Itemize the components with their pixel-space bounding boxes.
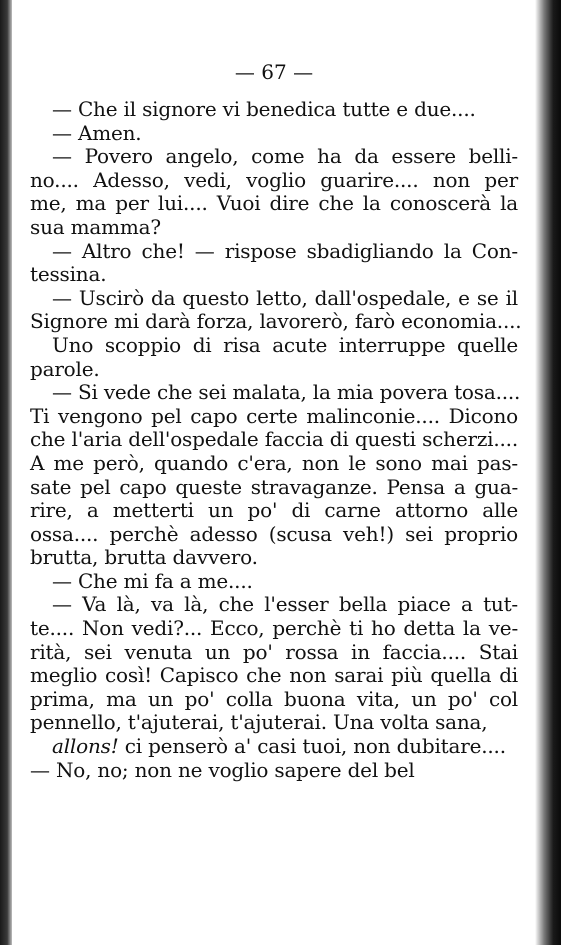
paragraph	[30, 240, 518, 287]
text-line: — Povero angelo, come ha da essere belli-	[52, 144, 518, 169]
text-line: meglio così! Capisco che non sarai più quella di	[30, 663, 518, 688]
text-line: — Si vede che sei malata, la mia povera tosa....	[52, 380, 521, 405]
text-line	[30, 735, 518, 759]
text-line: tessina.	[30, 262, 107, 287]
text-line: Signore mi darà forza, lavorerò, farò economia....	[30, 309, 522, 334]
text-line: — Altro che! — rispose sbadigliando la Con-	[52, 238, 518, 263]
page-text	[30, 97, 522, 782]
text-line: brutta, brutta davvero.	[30, 545, 258, 570]
paragraph	[30, 122, 518, 146]
text-line: prima, ma un po' colla buona vita, un po' col	[30, 686, 518, 711]
paragraph	[30, 380, 521, 570]
text-line: no.... Adesso, vedi, voglio guarire.... non per	[30, 167, 518, 192]
paragraph	[30, 735, 518, 759]
paragraph	[30, 759, 518, 783]
paragraph	[30, 145, 518, 239]
paragraph	[30, 593, 518, 735]
text-line: sate pel capo queste stravaganze. Pensa a gua-	[30, 474, 518, 499]
paragraph	[30, 285, 522, 334]
text-line: sua mamma?	[30, 214, 161, 239]
paragraph	[30, 570, 518, 594]
paragraph	[30, 334, 518, 381]
text-line: te.... Non vedi?... Ecco, perchè ti ho detta la ve-	[30, 616, 518, 641]
text-line: — Va là, va là, che l'esser bella piace a tut-	[52, 592, 518, 617]
page-number: — 67 —	[234, 60, 314, 84]
text-line: parole.	[30, 356, 100, 381]
text-line: che l'aria dell'ospedale faccia di questi scherzi....	[30, 427, 518, 452]
page-edge-shadow	[535, 0, 561, 945]
text-line: Uno scoppio di risa acute interruppe quelle	[52, 332, 518, 357]
book-gutter-shadow	[0, 0, 12, 945]
text-line: — Uscirò da questo letto, dall'ospedale, e se il	[52, 285, 518, 310]
text-line: me, ma per lui.... Vuoi dire che la conoscerà la	[30, 191, 518, 216]
text-line: pennello, t'ajuterai, t'ajuterai. Una volta sana,	[30, 710, 488, 735]
line-text: ci penserò a' casi tuoi, non dubitare....	[124, 734, 506, 759]
text-line: A me però, quando c'era, non le sono mai pas-	[30, 450, 518, 475]
text-line: — No, no; non ne voglio sapere del bel	[30, 757, 415, 782]
text-line: — Che mi fa a me....	[52, 568, 253, 593]
text-line: — Amen.	[52, 120, 142, 145]
text-line: — Che il signore vi benedica tutte e due....	[52, 97, 476, 121]
text-line: ossa.... perchè adesso (scusa veh!) sei proprio	[30, 521, 518, 546]
text-line: rire, a metterti un po' di carne attorno alle	[30, 498, 518, 523]
italic-phrase: allons!	[52, 734, 119, 759]
text-line: Ti vengono pel capo certe malinconie.... Dicono	[30, 403, 518, 428]
book-page	[30, 52, 522, 892]
paragraph	[30, 98, 518, 122]
text-line: rità, sei venuta un po' rossa in faccia.... Stai	[30, 639, 518, 664]
